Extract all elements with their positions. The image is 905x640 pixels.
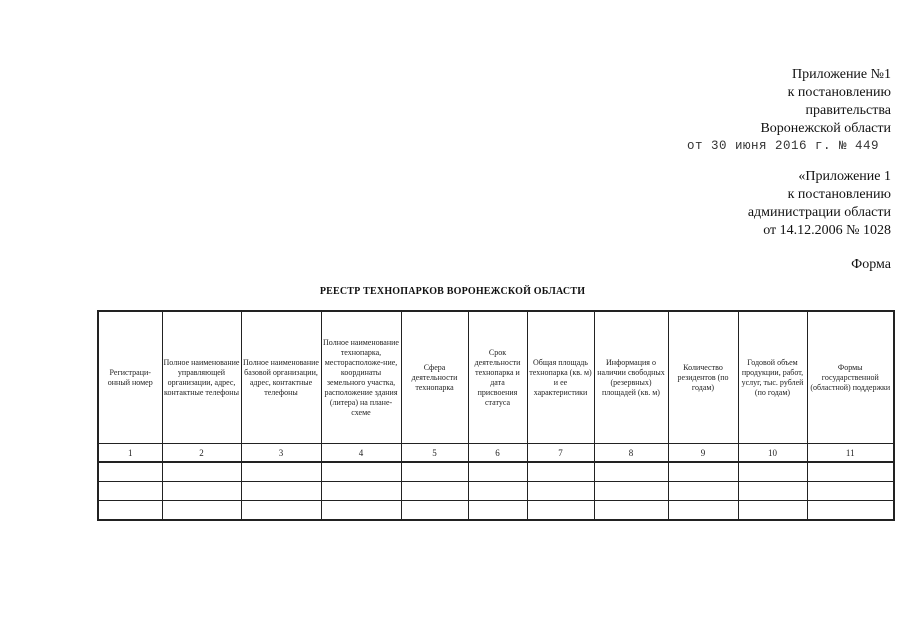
table-cell xyxy=(321,501,401,521)
form-label: Форма xyxy=(851,257,891,272)
table-cell xyxy=(807,501,894,521)
appendix-original-line4: от 14.12.2006 № 1028 xyxy=(763,223,891,238)
table-cell xyxy=(594,462,668,482)
column-number: 7 xyxy=(527,444,594,463)
column-number: 6 xyxy=(468,444,527,463)
column-number: 1 xyxy=(98,444,162,463)
col-header-free-area: Информация о наличии свободных (резервных) площадей (кв. м) xyxy=(594,311,668,444)
table-cell xyxy=(162,501,241,521)
column-number: 11 xyxy=(807,444,894,463)
appendix-original xyxy=(748,168,891,240)
header-row xyxy=(98,311,894,444)
column-number-row xyxy=(98,444,894,463)
table-cell xyxy=(241,501,321,521)
appendix-original-line3: администрации области xyxy=(747,205,891,220)
table-cell xyxy=(527,501,594,521)
table-cell xyxy=(668,462,738,482)
table-cell xyxy=(738,482,807,501)
table-cell xyxy=(738,501,807,521)
appendix-current xyxy=(687,66,891,155)
table-cell xyxy=(401,462,468,482)
appendix-current-line4: Воронежской области xyxy=(760,121,891,136)
table-cell xyxy=(738,462,807,482)
column-number: 9 xyxy=(668,444,738,463)
table-cell xyxy=(468,482,527,501)
appendix-original-line2: к постановлению xyxy=(787,187,891,202)
column-number: 3 xyxy=(241,444,321,463)
table-cell xyxy=(807,462,894,482)
table-cell xyxy=(594,501,668,521)
column-number: 2 xyxy=(162,444,241,463)
table-row xyxy=(98,501,894,521)
table-cell xyxy=(527,482,594,501)
column-number: 8 xyxy=(594,444,668,463)
appendix-current-line2: к постановлению xyxy=(787,85,891,100)
col-header-activity-sphere: Сфера деятельности технопарка xyxy=(401,311,468,444)
table-cell xyxy=(98,482,162,501)
table-cell xyxy=(162,462,241,482)
appendix-original-line1: «Приложение 1 xyxy=(798,169,891,184)
col-header-total-area: Общая площадь технопарка (кв. м) и ее характеристики xyxy=(527,311,594,444)
appendix-current-line3: правительства xyxy=(805,103,891,118)
table-cell xyxy=(527,462,594,482)
col-header-residents-count: Количество резидентов (по годам) xyxy=(668,311,738,444)
table-row xyxy=(98,462,894,482)
table-cell xyxy=(98,501,162,521)
col-header-technopark-name: Полное наименование технопарка, месторасположе-ние, координаты земельного участка, расположение здания (литера) на плане-схеме xyxy=(321,311,401,444)
table-cell xyxy=(98,462,162,482)
col-header-annual-output: Годовой объем продукции, работ, услуг, тыс. рублей (по годам) xyxy=(738,311,807,444)
table-cell xyxy=(594,482,668,501)
col-header-base-org: Полное наименование базовой организации, адрес, контактные телефоны xyxy=(241,311,321,444)
table-cell xyxy=(668,482,738,501)
column-number: 4 xyxy=(321,444,401,463)
table-cell xyxy=(401,501,468,521)
table-cell xyxy=(241,462,321,482)
appendix-current-line1: Приложение №1 xyxy=(792,67,891,82)
col-header-support-forms: Формы государственной (областной) поддержки xyxy=(807,311,894,444)
table-row xyxy=(98,482,894,501)
table-cell xyxy=(401,482,468,501)
table-cell xyxy=(468,462,527,482)
table-cell xyxy=(807,482,894,501)
column-number: 10 xyxy=(738,444,807,463)
registry-table xyxy=(97,310,895,521)
table-cell xyxy=(241,482,321,501)
table-cell xyxy=(321,462,401,482)
col-header-registration-number: Регистраци-онный номер xyxy=(98,311,162,444)
document-title: РЕЕСТР ТЕХНОПАРКОВ ВОРОНЕЖСКОЙ ОБЛАСТИ xyxy=(319,286,586,297)
col-header-management-org: Полное наименование управляющей организации, адрес, контактные телефоны xyxy=(162,311,241,444)
table-cell xyxy=(468,501,527,521)
table-cell xyxy=(162,482,241,501)
table-cell xyxy=(668,501,738,521)
col-header-activity-term: Срок деятельности технопарка и дата присвоения статуса xyxy=(468,311,527,444)
table-cell xyxy=(321,482,401,501)
decree-date-stamp: от 30 июня 2016 г. № 449 xyxy=(686,139,879,153)
column-number: 5 xyxy=(401,444,468,463)
